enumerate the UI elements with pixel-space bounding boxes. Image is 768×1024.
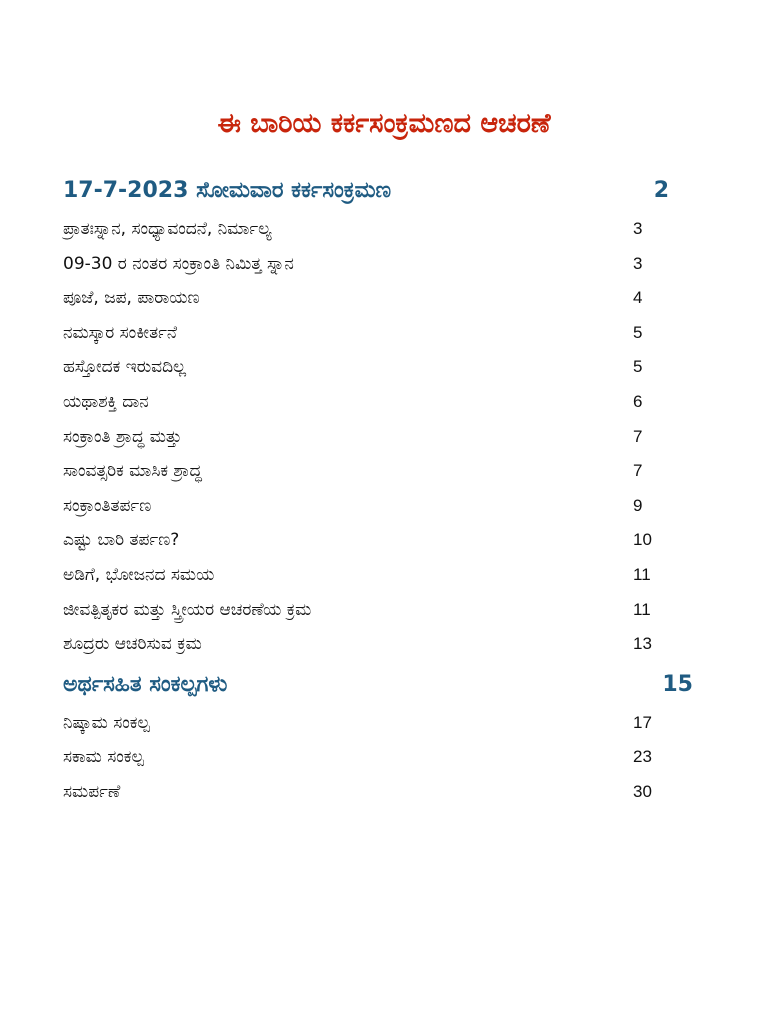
toc-entry (63, 350, 693, 385)
table-of-contents (63, 170, 693, 810)
section-heading (63, 170, 693, 212)
toc-entry-page: 9 (633, 495, 643, 515)
toc-entry (63, 385, 693, 420)
toc-entry (63, 212, 693, 247)
toc-entry-page: 23 (633, 747, 652, 767)
toc-entry (63, 281, 693, 316)
toc-entry-label: ಹಸ್ತೋದಕ ಇರುವದಿಲ್ಲ (63, 357, 187, 378)
toc-entry (63, 523, 693, 558)
toc-entry-label: ಎಷ್ಟು ಬಾರಿ ತರ್ಪಣ? (63, 530, 180, 551)
toc-entry-page: 11 (633, 564, 651, 584)
toc-entry (63, 627, 693, 662)
toc-entry-page: 5 (633, 322, 643, 342)
section-heading-label: ಅರ್ಥಸಹಿತ ಸಂಕಲ್ಪಗಳು (63, 671, 228, 697)
toc-entry-label: 09-30 ರ ನಂತರ ಸಂಕ್ರಾಂತಿ ನಿಮಿತ್ತ ಸ್ನಾನ (63, 253, 294, 274)
toc-entry (63, 316, 693, 351)
toc-entry-page: 30 (633, 781, 652, 801)
toc-entry-label: ಜೀವತ್ಪಿತೃಕರ ಮತ್ತು ಸ್ತ್ರೀಯರ ಆಚರಣೆಯ ಕ್ರಮ (63, 599, 312, 620)
toc-entry (63, 489, 693, 524)
toc-entry-page: 10 (633, 530, 652, 550)
toc-entry-page: 5 (633, 357, 643, 377)
toc-entry-label: ಸಂಕ್ರಾಂತಿ ಶ್ರಾದ್ಧ ಮತ್ತು (63, 426, 182, 447)
section-heading-page: 15 (662, 671, 693, 697)
toc-entry-label: ನಿಷ್ಕಾಮ ಸಂಕಲ್ಪ (63, 712, 150, 733)
toc-entry (63, 593, 693, 628)
toc-entry (63, 454, 693, 489)
toc-entry-page: 6 (633, 391, 643, 411)
toc-entry (63, 558, 693, 593)
toc-entry-page: 7 (633, 426, 643, 446)
toc-entry-label: ಸಮರ್ಪಣೆ (63, 781, 121, 802)
toc-entry-page: 11 (633, 599, 651, 619)
toc-entry-label: ಸಂಕ್ರಾಂತಿತರ್ಪಣ (63, 495, 152, 516)
toc-entry-page: 4 (633, 288, 643, 308)
toc-entry-page: 3 (633, 219, 643, 238)
toc-entry (63, 706, 693, 741)
toc-entry (63, 420, 693, 455)
section-heading (63, 664, 693, 706)
toc-entry-label: ಯಥಾಶಕ್ತಿ ದಾನ (63, 391, 149, 412)
toc-entry-label: ಅಡಿಗೆ, ಭೋಜನದ ಸಮಯ (63, 564, 215, 585)
toc-entry-page: 17 (633, 712, 652, 732)
toc-entry-label: ಶೂದ್ರರು ಆಚರಿಸುವ ಕ್ರಮ (63, 634, 202, 655)
page-title: ಈ ಬಾರಿಯ ಕರ್ಕಸಂಕ್ರಮಣದ ಆಚರಣೆ (217, 108, 551, 139)
section-heading-page: 2 (653, 178, 669, 203)
toc-entry-label: ನಮಸ್ಕಾರ ಸಂಕೀರ್ತನೆ (63, 322, 178, 343)
toc-entry-label: ಪ್ರಾತಃಸ್ನಾನ, ಸಂಧ್ಯಾವಂದನೆ, ನಿರ್ಮಾಲ್ಯ (63, 219, 272, 239)
toc-entry (63, 740, 693, 775)
toc-entry-page: 3 (633, 253, 643, 273)
toc-entry-label: ಸಾಂವತ್ಸರಿಕ ಮಾಸಿಕ ಶ್ರಾದ್ಧ (63, 461, 202, 482)
toc-entry (63, 775, 693, 810)
toc-entry-label: ಪೂಜೆ, ಜಪ, ಪಾರಾಯಣ (63, 288, 200, 309)
toc-entry-label: ಸಕಾಮ ಸಂಕಲ್ಪ (63, 747, 144, 768)
section-heading-label: 17-7-2023 ಸೋಮವಾರ ಕರ್ಕಸಂಕ್ರಮಣ (63, 178, 392, 203)
toc-entry-page: 13 (633, 634, 652, 654)
toc-entry (63, 247, 693, 282)
toc-entry-page: 7 (633, 461, 643, 481)
